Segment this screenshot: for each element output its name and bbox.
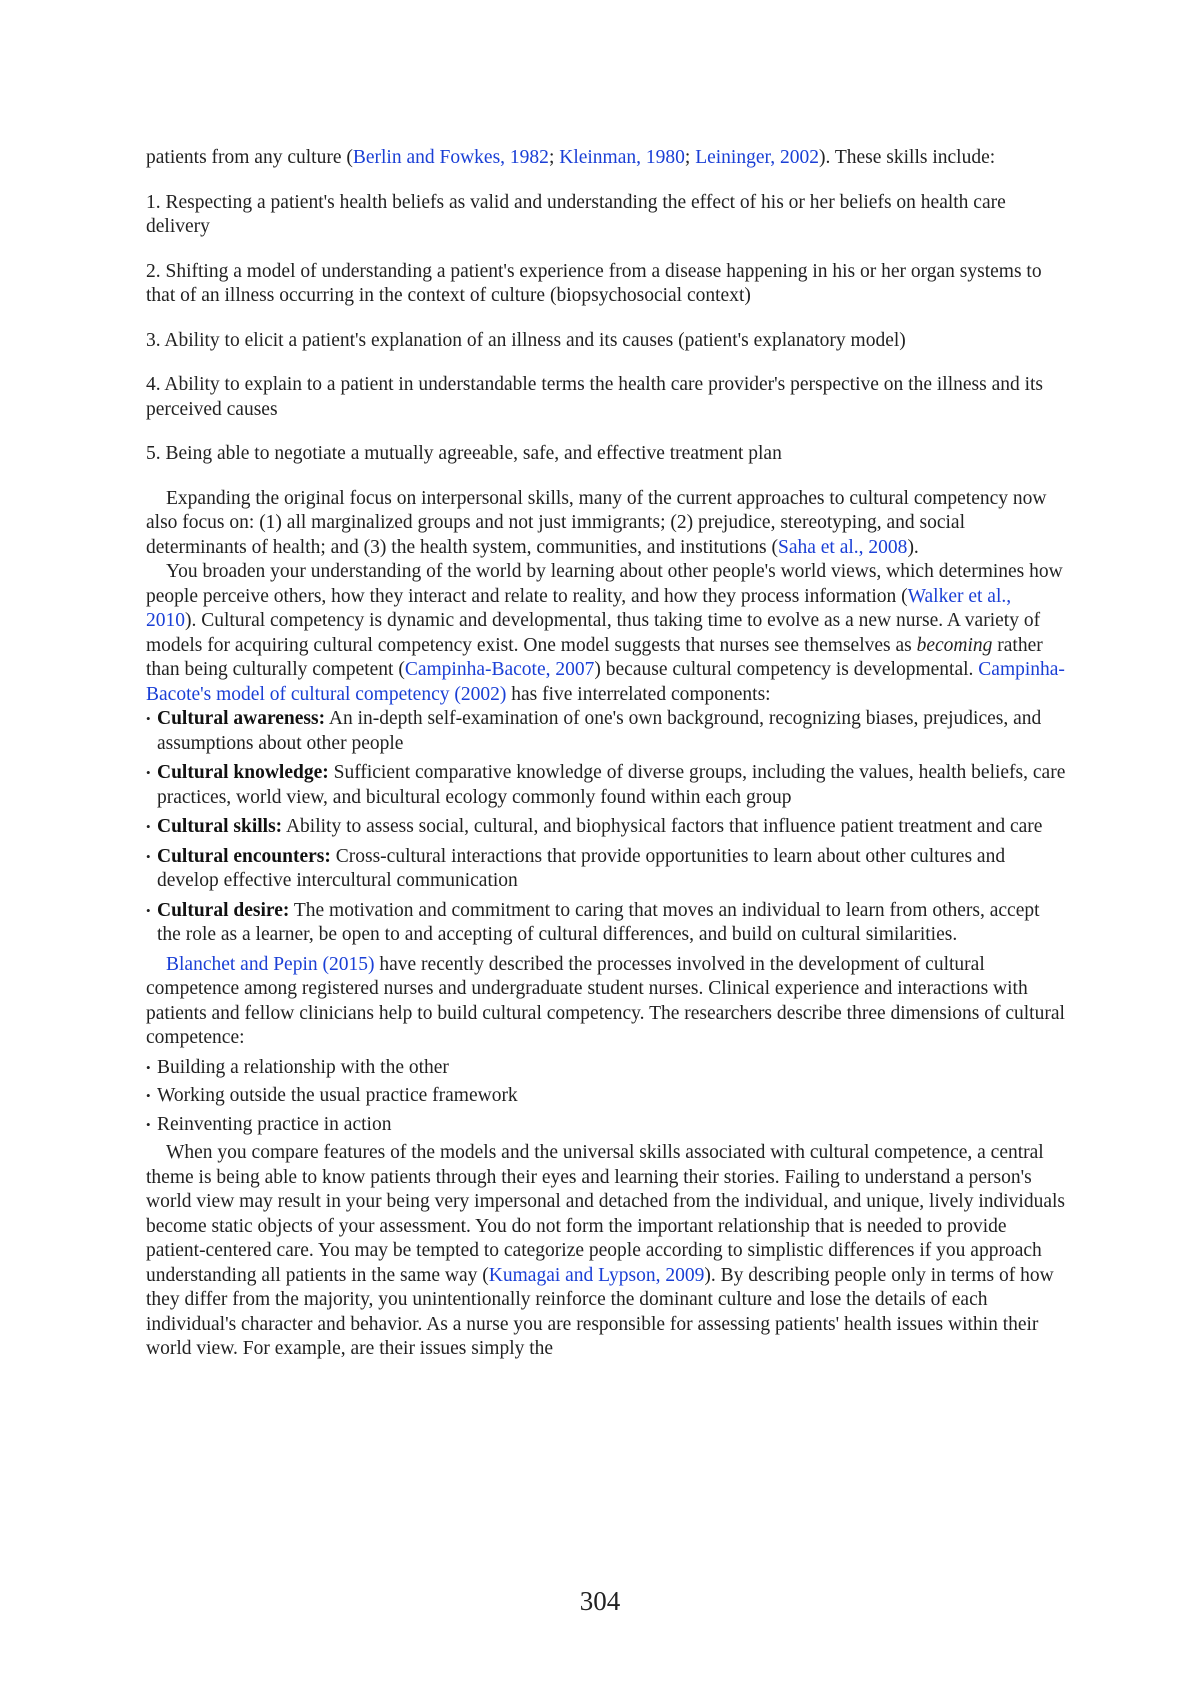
definition: The motivation and commitment to caring that moves an individual to learn from others, accept the role as a learner, be open to and accepting of cultural differences, and build on cultural similarities. xyxy=(157,899,1040,945)
term: Cultural knowledge: xyxy=(157,762,329,783)
term: Cultural awareness: xyxy=(157,708,326,729)
intro-text: ). These skills include: xyxy=(818,147,996,168)
citation-link[interactable]: Leininger, 2002 xyxy=(695,147,819,168)
citation-link[interactable]: Saha et al., 2008 xyxy=(778,536,908,558)
citation-link[interactable]: Kumagai and Lypson, 2009 xyxy=(488,1264,705,1286)
citation-link[interactable]: Kleinman, 1980 xyxy=(559,147,685,168)
dimension-text: Building a relationship with the other xyxy=(157,1056,449,1078)
citation-link[interactable]: Berlin and Fowkes, 1982 xyxy=(352,147,549,168)
paragraph-models xyxy=(146,1141,1066,1362)
definition: Sufficient comparative knowledge of diverse groups, including the values, health beliefs, care practices, world view, and bicultural ecology commonly found within each group xyxy=(157,762,1066,808)
page-number: 304 xyxy=(579,1586,621,1616)
list-item xyxy=(146,845,1066,894)
intro-text: patients from any culture ( xyxy=(146,147,353,168)
list-item xyxy=(146,1084,1066,1109)
list-item xyxy=(146,1056,1066,1081)
skill-item: 5. Being able to negotiate a mutually agreeable, safe, and effective treatment plan xyxy=(146,443,782,464)
paragraph-dimensions xyxy=(146,953,1066,1051)
paragraph-world-view xyxy=(146,560,1066,707)
bullet-icon: • xyxy=(146,1059,151,1075)
dimension-text: Working outside the usual practice framework xyxy=(157,1085,518,1106)
paragraph-text: rather than being culturally competent ( xyxy=(146,634,1043,680)
bullet-icon: • xyxy=(146,1116,151,1132)
emphasis: becoming xyxy=(916,634,993,656)
citation-link[interactable]: Campinha-Bacote, 2007 xyxy=(404,659,595,680)
paragraph-text: has five interrelated components: xyxy=(506,683,771,705)
paragraph-focus xyxy=(146,487,1066,561)
separator: ; xyxy=(548,147,560,168)
skill-item: 3. Ability to elicit a patient's explanation of an illness and its causes (patient's explanatory model) xyxy=(146,329,906,351)
list-item xyxy=(146,761,1066,810)
bullet-icon: • xyxy=(146,848,151,864)
skill-item: 2. Shifting a model of understanding a patient's experience from a disease happening in his or her organ systems to that of an illness occurring in the context of culture (biopsychosocial context) xyxy=(146,260,1042,306)
skill-item: 4. Ability to explain to a patient in understandable terms the health care provider's perspective on the illness and its perceived causes xyxy=(146,374,1044,420)
bullet-icon: • xyxy=(146,765,151,780)
paragraph-text: When you compare features of the models and the universal skills associated with cultural competence, a central theme is being able to know patients through their eyes and learning their stories. Failing to understand a person's world view may result in your being very impersonal and detached from the individual, and unique, lively individuals become static objects of your assessment. You do not form the important relationship that is needed to provide patient-centered care. You may be tempted to categorize people according to simplistic differences if you approach understanding all patients in the same way ( xyxy=(146,1142,1065,1286)
citation-link[interactable]: Walker et al., 2010 xyxy=(146,585,1012,631)
paragraph-text: ) because cultural competency is developmental. xyxy=(594,659,979,680)
skill-item: 1. Respecting a patient's health beliefs as valid and understanding the effect of his or her beliefs on health care delivery xyxy=(146,191,1006,237)
paragraph-text: ). xyxy=(907,536,919,558)
bullet-icon: • xyxy=(146,1088,151,1103)
term: Cultural skills: xyxy=(157,816,283,837)
separator: ; xyxy=(684,147,696,168)
dimensions-list xyxy=(146,1056,1066,1138)
dimension-text: Reinventing practice in action xyxy=(157,1113,392,1135)
list-item xyxy=(146,1113,1066,1138)
citation-link[interactable]: Blanchet and Pepin (2015) xyxy=(166,953,375,975)
components-list xyxy=(146,707,1066,948)
page-body xyxy=(146,146,1066,1362)
paragraph-text: ). By describing people only in terms of how they differ from the majority, you unintentionally reinforce the dominant culture and lose the details of each individual's character and behavior. As a nurse you are responsible for assessing patients' health issues within their world view. For example, are their issues simply the xyxy=(146,1264,1054,1359)
bullet-icon: • xyxy=(146,711,151,726)
intro-paragraph xyxy=(146,146,1066,171)
list-item xyxy=(146,899,1066,948)
definition: Ability to assess social, cultural, and biophysical factors that influence patient treatment and care xyxy=(282,816,1043,837)
list-item xyxy=(146,707,1066,756)
bullet-icon: • xyxy=(146,819,151,834)
term: Cultural encounters: xyxy=(157,845,331,867)
term: Cultural desire: xyxy=(157,899,290,921)
paragraph-text: ). Cultural competency is dynamic and developmental, thus taking time to evolve as a new nurse. A variety of models for acquiring cultural competency exist. One model suggests that nurses see themselves as xyxy=(146,610,1041,656)
citation-link[interactable]: Campinha-Bacote's model of cultural competency (2002) xyxy=(146,659,1065,705)
paragraph-text: Expanding the original focus on interpersonal skills, many of the current approaches to cultural competency now also focus on: (1) all marginalized groups and not just immigrants; (2) prejudice, stereotyping, and social determinants of health; and (3) the health system, communities, and institutions ( xyxy=(146,487,1047,558)
definition: Cross-cultural interactions that provide opportunities to learn about other cultures and develop effective intercultural communication xyxy=(157,845,1006,891)
list-item xyxy=(146,815,1066,840)
paragraph-text: You broaden your understanding of the world by learning about other people's world views, which determines how people perceive others, how they interact and relate to reality, and how they process information ( xyxy=(146,561,1063,607)
bullet-icon: • xyxy=(146,902,151,918)
definition: An in-depth self-examination of one's own background, recognizing biases, prejudices, and assumptions about other people xyxy=(157,708,1042,754)
paragraph-text: have recently described the processes involved in the development of cultural competence among registered nurses and undergraduate student nurses. Clinical experience and interactions with patients and fellow clinicians help to build cultural competency. The researchers describe three dimensions of cultural competence: xyxy=(146,953,1065,1048)
